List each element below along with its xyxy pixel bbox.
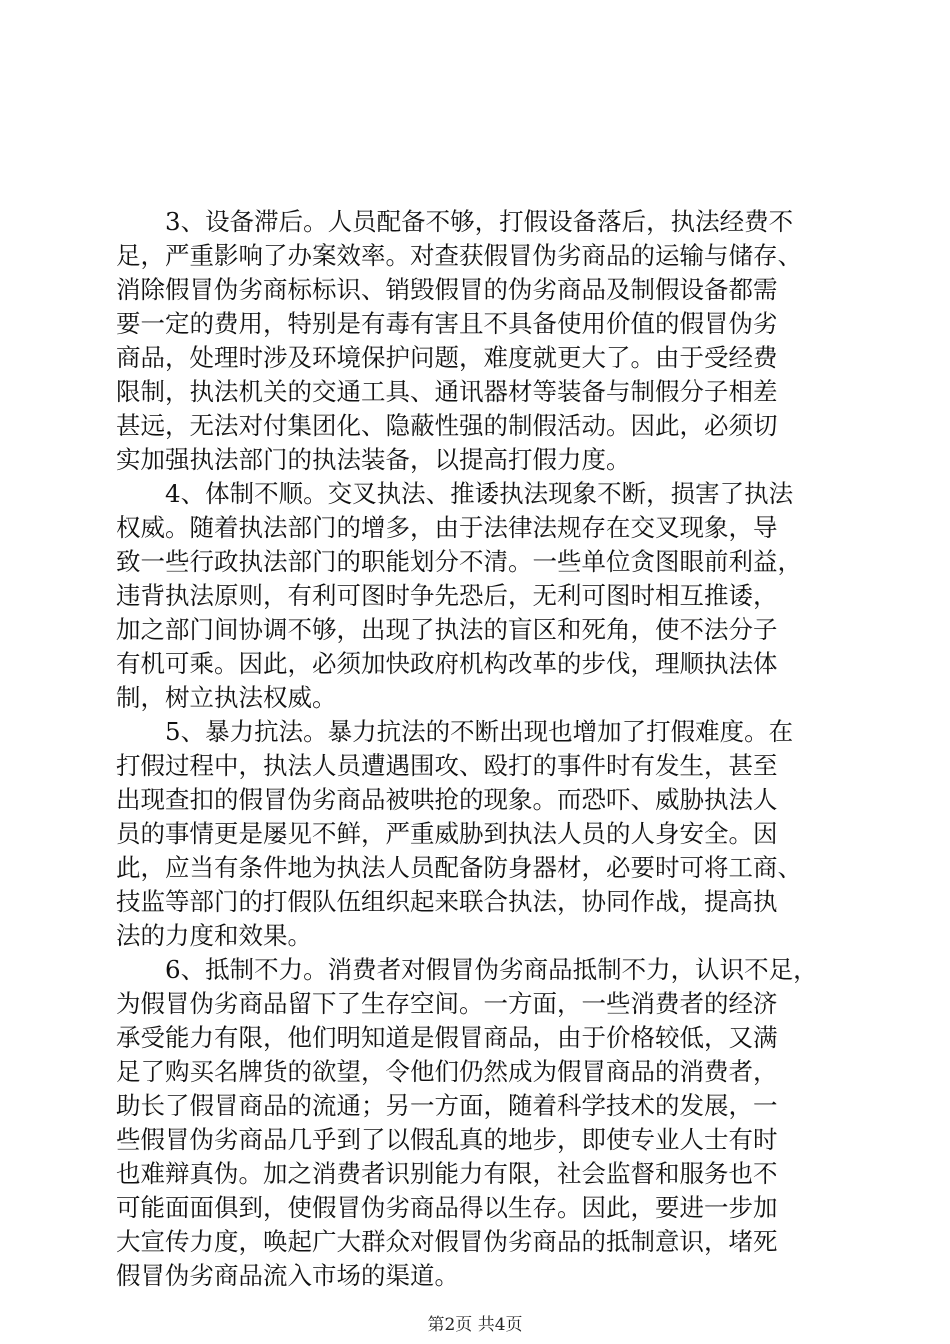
paragraph-4-line-6: 有机可乘。因此，必须加快政府机构改革的步伐，理顺执法体 [116,649,778,678]
paragraph-3-line-8: 实加强执法部门的执法装备，以提高打假力度。 [116,445,631,474]
paragraph-4-line-2: 权威。随着执法部门的增多，由于法律法规存在交叉现象，导 [116,513,778,542]
paragraph-6-line-6: 些假冒伪劣商品几乎到了以假乱真的地步，即使专业人士有时 [116,1125,778,1154]
paragraph-6-line-1: 6、抵制不力。消费者对假冒伪劣商品抵制不力，认识不足， [165,955,818,984]
paragraph-6-line-8: 可能面面俱到，使假冒伪劣商品得以生存。因此，要进一步加 [116,1193,778,1222]
paragraph-5-line-2: 打假过程中，执法人员遭遇围攻、殴打的事件时有发生，甚至 [116,751,778,780]
paragraph-6-line-5: 助长了假冒商品的流通；另一方面，随着科学技术的发展，一 [116,1091,778,1120]
paragraph-4-line-1: 4、体制不顺。交叉执法、推诿执法现象不断，损害了执法 [165,479,794,508]
paragraph-4-line-3: 致一些行政执法部门的职能划分不清。一些单位贪图眼前利益， [116,547,802,576]
paragraph-6-line-2: 为假冒伪劣商品留下了生存空间。一方面，一些消费者的经济 [116,989,778,1018]
paragraph-3-line-5: 商品，处理时涉及环境保护问题，难度就更大了。由于受经费 [116,343,778,372]
page-number-footer: 第2页 共4页 [427,1315,523,1335]
paragraph-3-line-3: 消除假冒伪劣商标标识、销毁假冒的伪劣商品及制假设备都需 [116,275,778,304]
paragraph-3-line-7: 甚远，无法对付集团化、隐蔽性强的制假活动。因此，必须切 [116,411,778,440]
paragraph-4-line-7: 制，树立执法权威。 [116,683,337,712]
paragraph-6-line-3: 承受能力有限，他们明知道是假冒商品，由于价格较低，又满 [116,1023,778,1052]
paragraph-6-line-9: 大宣传力度，唤起广大群众对假冒伪劣商品的抵制意识，堵死 [116,1227,778,1256]
paragraph-5-line-1: 5、暴力抗法。暴力抗法的不断出现也增加了打假难度。在 [165,717,794,746]
paragraph-6-line-4: 足了购买名牌货的欲望，令他们仍然成为假冒商品的消费者， [116,1057,778,1086]
paragraph-3-line-6: 限制，执法机关的交通工具、通讯器材等装备与制假分子相差 [116,377,778,406]
paragraph-6-line-7: 也难辩真伪。加之消费者识别能力有限，社会监督和服务也不 [116,1159,778,1188]
paragraph-3-line-1: 3、设备滞后。人员配备不够，打假设备落后，执法经费不 [165,207,794,236]
paragraph-6-line-10: 假冒伪劣商品流入市场的渠道。 [116,1261,459,1290]
paragraph-5-line-3: 出现查扣的假冒伪劣商品被哄抢的现象。而恐吓、威胁执法人 [116,785,778,814]
paragraph-5-line-4: 员的事情更是屡见不鲜，严重威胁到执法人员的人身安全。因 [116,819,778,848]
paragraph-5-line-6: 技监等部门的打假队伍组织起来联合执法，协同作战，提高执 [116,887,778,916]
paragraph-4-line-4: 违背执法原则，有利可图时争先恐后，无利可图时相互推诿， [116,581,778,610]
paragraph-4-line-5: 加之部门间协调不够，出现了执法的盲区和死角，使不法分子 [116,615,778,644]
paragraph-5-line-5: 此，应当有条件地为执法人员配备防身器材，必要时可将工商、 [116,853,802,882]
paragraph-3-line-2: 足，严重影响了办案效率。对查获假冒伪劣商品的运输与储存、 [116,241,802,270]
paragraph-5-line-7: 法的力度和效果。 [116,921,312,950]
paragraph-3-line-4: 要一定的费用，特别是有毒有害且不具备使用价值的假冒伪劣 [116,309,778,338]
